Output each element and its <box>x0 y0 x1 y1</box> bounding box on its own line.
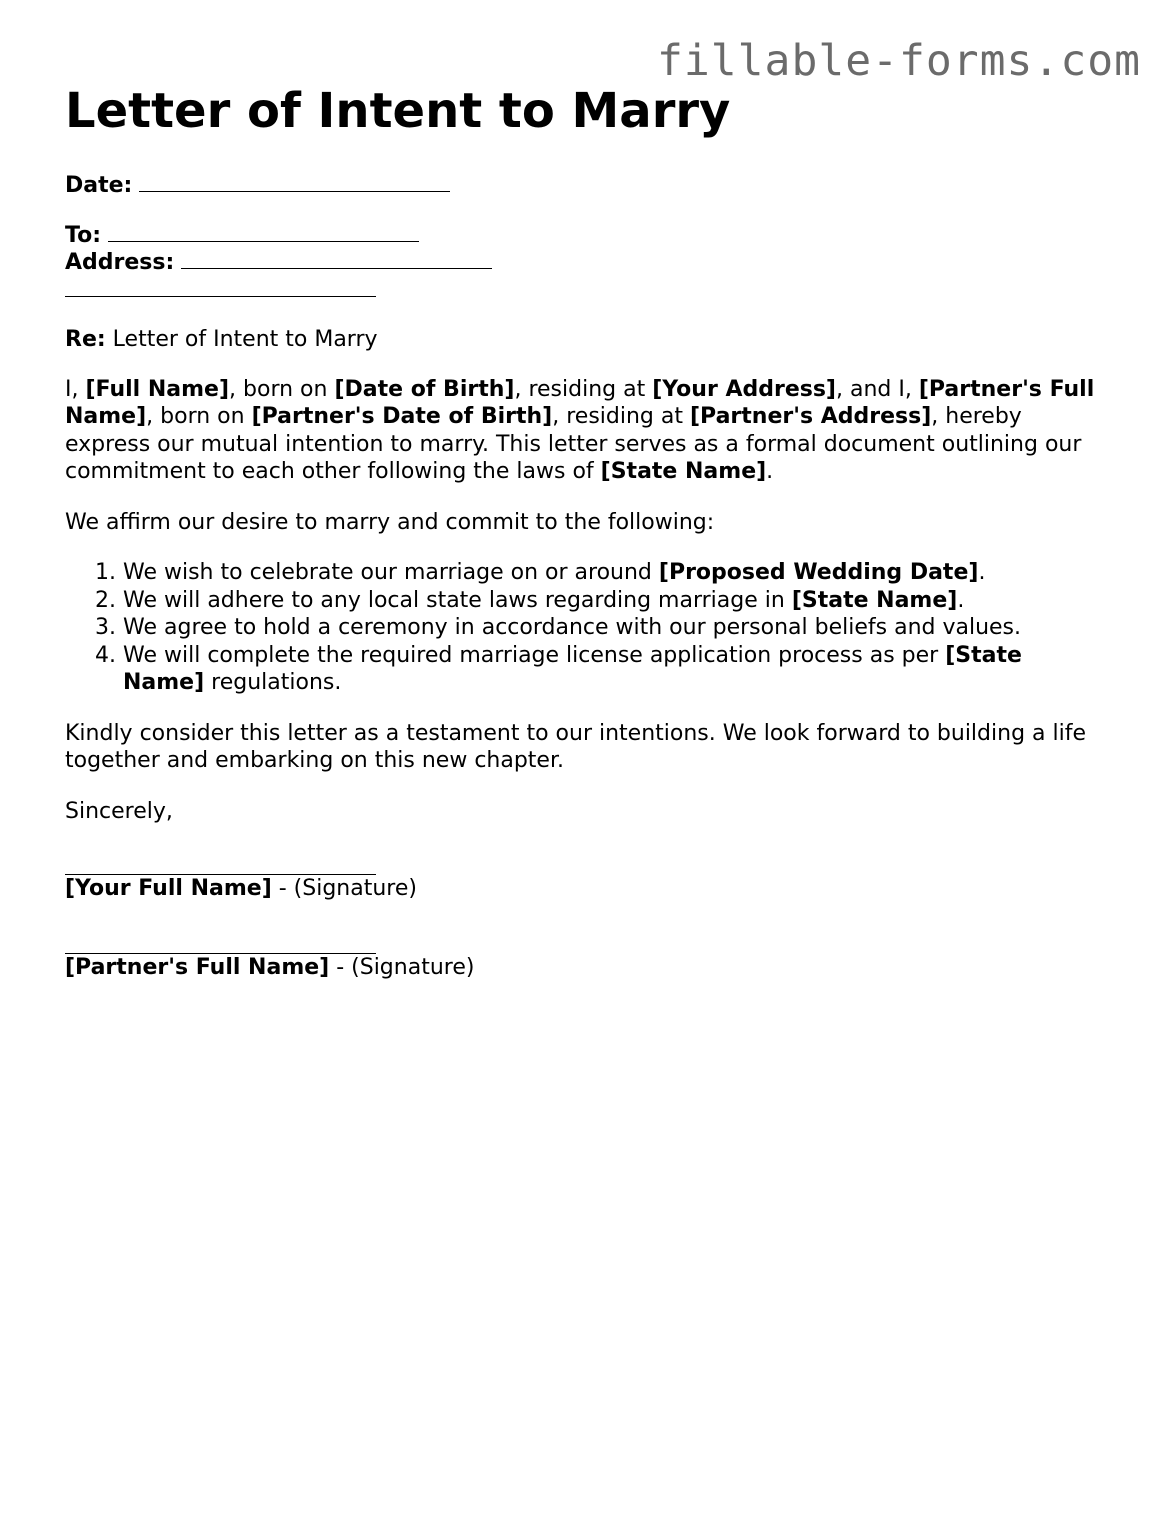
intro-text: , born on <box>229 376 335 402</box>
re-text: Letter of Intent to Marry <box>112 327 378 352</box>
affirm-paragraph: We affirm our desire to marry and commit to the following: <box>65 509 715 535</box>
address-field-2[interactable] <box>65 278 376 297</box>
intro-paragraph <box>65 376 1105 486</box>
terms-list <box>65 559 1105 697</box>
re-line <box>65 326 1105 354</box>
list-item <box>123 587 1105 615</box>
intro-text: , hereby express our mutual intention to marry. This letter serves as a formal document outlining our commitment to each other following the laws of <box>65 404 1082 484</box>
signature-line-you[interactable] <box>65 848 376 875</box>
intro-text: I, <box>65 376 86 402</box>
signature-suffix: - (Signature) <box>329 954 475 980</box>
closing-paragraph: Kindly consider this letter as a testament to our intentions. We look forward to building a life together and embarking on this new chapter. <box>65 720 1087 773</box>
wedding-date-placeholder: [Proposed Wedding Date] <box>658 560 979 585</box>
list-item <box>123 614 1105 642</box>
state-placeholder: [State Name] <box>791 587 958 613</box>
partner-dob-placeholder: [Partner's Date of Birth] <box>251 404 553 429</box>
partner-full-name-placeholder: [Partner's Full Name] <box>65 954 330 980</box>
address-label: Address: <box>65 250 175 275</box>
signature-suffix: - (Signature) <box>271 876 417 901</box>
intro-text: . <box>766 459 774 484</box>
date-label: Date: <box>65 173 133 198</box>
sincerely-text: Sincerely, <box>65 798 173 824</box>
term-text: . <box>957 587 965 613</box>
date-field[interactable] <box>139 173 450 192</box>
term-text: We will complete the required marriage license application process as per <box>123 642 946 668</box>
letter-page <box>65 80 1105 981</box>
state-placeholder: [State Name] <box>123 642 1022 695</box>
list-item <box>123 642 1105 697</box>
term-text: We agree to hold a ceremony in accordance with our personal beliefs and values. <box>123 615 1022 640</box>
to-field[interactable] <box>108 223 419 242</box>
address-field[interactable] <box>181 250 492 269</box>
full-name-placeholder: [Full Name] <box>85 376 230 402</box>
intro-text: , born on <box>146 404 252 429</box>
term-text: We wish to celebrate our marriage on or around <box>123 560 659 585</box>
signature-caption-partner <box>65 954 1105 982</box>
partner-name-placeholder: [Partner's Full Name] <box>65 376 1095 429</box>
your-address-placeholder: [Your Address] <box>652 376 836 402</box>
intro-text: , residing at <box>514 376 653 402</box>
state-placeholder: [State Name] <box>600 459 767 484</box>
date-line <box>65 172 1105 200</box>
term-text: . <box>978 560 986 585</box>
page-title: Letter of Intent to Marry <box>65 83 731 139</box>
your-full-name-placeholder: [Your Full Name] <box>65 876 272 901</box>
to-label: To: <box>65 222 101 248</box>
re-label: Re: <box>65 327 106 352</box>
signature-line-partner[interactable] <box>65 927 376 954</box>
term-text: We will adhere to any local state laws regarding marriage in <box>123 587 792 613</box>
address-line <box>65 249 1105 277</box>
intro-text: , residing at <box>552 404 690 429</box>
address-line-2 <box>65 277 1105 305</box>
list-item <box>123 559 1105 587</box>
term-text: regulations. <box>204 670 342 695</box>
watermark: fillable-forms.com <box>657 36 1141 86</box>
to-line <box>65 222 1105 250</box>
partner-address-placeholder: [Partner's Address] <box>690 404 932 429</box>
dob-placeholder: [Date of Birth] <box>334 376 515 402</box>
intro-text: , and I, <box>836 376 919 402</box>
signature-caption-you <box>65 875 1105 903</box>
